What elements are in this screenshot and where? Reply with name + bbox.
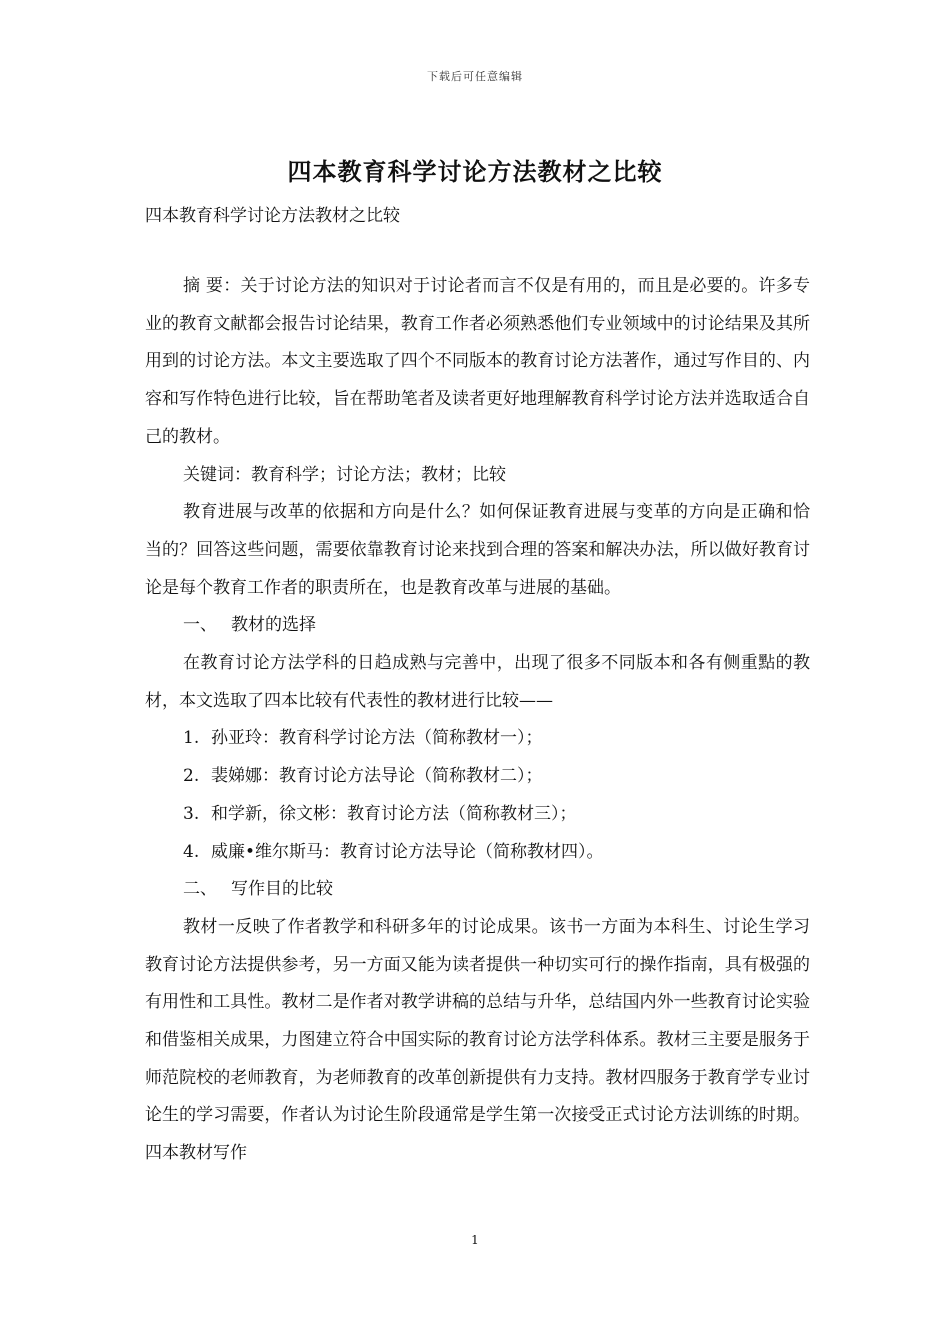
list-item-number: 2. (183, 766, 200, 787)
section1-paragraph: 在教育讨论方法学科的日趋成熟与完善中，出现了很多不同版本和各有侧重點的教材，本文选取了四本比较有代表性的教材进行比较—— (145, 653, 810, 711)
list-item-number: 4. (183, 841, 200, 862)
list-item-number: 1. (183, 728, 200, 749)
document-title: 四本教育科学讨论方法教材之比较 (287, 157, 663, 186)
section-heading-2 (145, 871, 810, 909)
abstract-paragraph: 摘 要：关于讨论方法的知识对于讨论者而言不仅是有用的，而且是必要的。许多专业的教育文献都会报告讨论结果，教育工作者必须熟悉他们专业领域中的讨论结果及其所用到的讨论方法。本文主要选取了四个不同版本的教育讨论方法著作，通过写作目的、内容和写作特色进行比较，旨在帮助笔者及读者更好地理解教育科学讨论方法并选取适合自己的教材。 (145, 276, 810, 447)
list-item (183, 796, 810, 834)
list-item (183, 758, 810, 796)
list-item-number: 3. (183, 803, 200, 824)
textbook-list (145, 720, 810, 871)
section-heading-1 (145, 607, 810, 645)
list-item (183, 834, 810, 872)
list-item (183, 720, 810, 758)
section-number: 二、 (183, 879, 217, 900)
header-note: 下载后可任意编辑 (427, 70, 523, 83)
keywords-paragraph: 关键词：教育科学；讨论方法；教材；比较 (183, 464, 506, 485)
list-item-text: 威廉•维尔斯马：教育讨论方法导论（简称教材四）。 (211, 841, 604, 862)
list-item-text: 和学新，徐文彬：教育讨论方法（简称教材三）； (211, 803, 577, 824)
section2-paragraph: 教材一反映了作者教学和科研多年的讨论成果。该书一方面为本科生、讨论生学习教育讨论方法提供参考，另一方面又能为读者提供一种切实可行的操作指南，具有极强的有用性和工具性。教材二是作者对教学讲稿的总结与升华，总结国内外一些教育讨论实验和借鉴相关成果，力图建立符合中国实际的教育讨论方法学科体系。教材三主要是服务于师范院校的老师教育，为老师教育的改革创新提供有力支持。教材四服务于教育学专业讨论生的学习需要，作者认为讨论生阶段通常是学生第一次接受正式讨论方法训练的时期。四本教材写作 (145, 916, 810, 1164)
list-item-text: 孙亚玲：教育科学讨论方法（简称教材一）； (211, 728, 543, 749)
section-title: 教材的选择 (231, 615, 316, 636)
section-title: 写作目的比较 (231, 879, 333, 900)
intro-paragraph: 教育进展与改革的依据和方向是什么？如何保证教育进展与变革的方向是正确和恰当的？回答这些问题，需要依靠教育讨论来找到合理的答案和解决办法，所以做好教育讨论是每个教育工作者的职责所在，也是教育改革与进展的基础。 (145, 502, 810, 598)
section-number: 一、 (183, 615, 217, 636)
document-body (145, 268, 810, 1173)
document-subtitle: 四本教育科学讨论方法教材之比较 (145, 206, 400, 226)
list-item-text: 裴娣娜：教育讨论方法导论（简称教材二）； (211, 766, 543, 787)
page-number: 1 (471, 1233, 479, 1247)
